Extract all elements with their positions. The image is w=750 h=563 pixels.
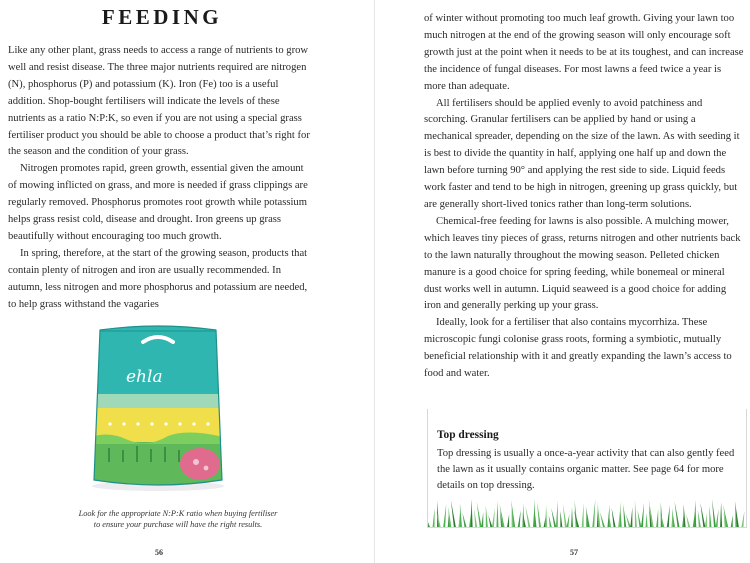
grass-blade (637, 510, 641, 527)
paragraph: of winter without promoting too much leaf growth. Giving your lawn too much nitrogen at the end of the growing season will only encourage soft growth just at the point when it needs to be at its toughest, and can increase the incidence of fungal diseases. For most lawns a feed twice a year is more than adequate. (424, 13, 744, 92)
grass-blade (545, 505, 547, 527)
top-dressing-boxout (427, 409, 747, 528)
grass-blade (709, 506, 711, 527)
grass-blade (433, 508, 435, 527)
grass-blade (684, 504, 686, 527)
grass-blade (571, 507, 573, 527)
grass-blade (698, 510, 701, 527)
grass-blade (460, 503, 462, 527)
grass-blade (656, 509, 658, 527)
grass-blade (612, 508, 616, 527)
page-number: 57 (570, 548, 578, 557)
paragraph: All fertilisers should be applied evenly to avoid patchiness and scorching. Granular fertilisers can be applied by hand or using a mechanical spreader, depending on the size of the lawn. As with seeding it is best to divide the quantity in half, applying one half up and down the lawn before turning 90° and applying the rest side to side. Liquid feeds work faster and tend to be high in nitrogen, greening up grass quickly, but are generally short-lived tonics rather than long-term solutions. (424, 97, 740, 210)
grass-blade (582, 503, 584, 527)
grass-blade (563, 504, 567, 527)
grass-blade (428, 515, 430, 527)
paragraph: In spring, therefore, at the start of the growing season, products that contain plenty of nitrogen and iron are usually recommended. In autumn, less nitrogen and more phosphorus and potassium are needed, to help grass withstand the vagaries (8, 247, 308, 310)
fertiliser-bag-illustration (88, 320, 228, 492)
grass-blade (635, 500, 637, 527)
grass-blade (551, 508, 556, 527)
grass-blade (741, 511, 744, 527)
grass-blade (705, 513, 707, 527)
bag-label-text: ehla (126, 367, 163, 387)
grass-blade (592, 499, 595, 527)
grass-blade (566, 514, 569, 527)
grass-blade (609, 515, 611, 527)
grass-blade (623, 504, 626, 527)
grass-blade (630, 507, 632, 527)
grass-blade (488, 515, 492, 527)
illustration-caption (30, 508, 326, 530)
grass-blade (518, 510, 521, 527)
grass-blade (667, 505, 670, 527)
grass-illustration (428, 497, 746, 527)
grass-blade (471, 499, 473, 527)
grass-blade (720, 502, 722, 527)
grass-blade (641, 503, 644, 527)
right-page (375, 0, 750, 563)
grass-blade (716, 509, 719, 527)
grass-blade (712, 499, 716, 527)
caption-line: to ensure your purchase will have the right results. (93, 520, 263, 529)
grass-blade (694, 500, 696, 527)
caption-line: Look for the appropriate N:P:K ratio when buying fertiliser (78, 509, 278, 518)
paragraph: Like any other plant, grass needs to access a range of nutrients to grow well and resist disease. The three major nutrients required are nitrogen (N), phosphorus (P) and potassium (K). Iron (Fe) too is a useful addition. Shop-bought fertilisers will indicate the levels of these nutrients as a ratio N:P:K, so even if you are not using a special grass fertiliser product you should be able to choose a product that’s right for the season and the condition of your grass. (8, 45, 310, 158)
grass-blade (700, 503, 705, 527)
paragraph: Nitrogen promotes rapid, green growth, essential given the amount of mowing inflicted on grass, and more is needed if grass clippings are regularly removed. Phosphorus promotes root growth while potassium helps grass resist cold, disease and drought. Iron greens up grass beautifully without encouraging too much growth. (8, 163, 308, 242)
grass-blade (686, 514, 690, 527)
grass-blade (549, 515, 552, 527)
grass-blade (492, 508, 495, 527)
grass-blade (496, 501, 498, 527)
grass-blade (474, 509, 477, 527)
grass-blade (451, 500, 456, 527)
grass-blade (537, 502, 541, 527)
grass-blade (507, 514, 509, 527)
grass-blade (477, 502, 482, 527)
paragraph: Chemical-free feeding for lawns is also possible. A mulching mower, which leaves tiny pieces of grass, returns nitrogen and other nutrients back to the lawn naturally throughout the mowing season. Pelleted chicken manure is a good choice for spring feeding, while bonemeal or mineral dust works well in autumn. Liquid seaweed is a good choice for adding iron and generally perking up your grass. (424, 215, 741, 312)
boxout-text: Top dressing is usually a once-a-year activity that can also gently feed the lawn as it usually contains organic matter. See page 64 for more details on top dressing. (437, 448, 735, 492)
grass-blade (560, 511, 562, 527)
bag-pink-patch (180, 448, 220, 480)
grass-blade (486, 505, 488, 527)
grass-blade (443, 504, 446, 527)
grass-blade (481, 512, 483, 527)
grass-blade (626, 514, 631, 527)
paragraph: Ideally, look for a fertiliser that also contains mycorrhiza. These microscopic fungi colonise grass roots, forming a symbiotic, mutually beneficial relationship with it and greatly expanding the lawn’s access to food and water. (424, 317, 732, 380)
grass-blade (646, 513, 648, 527)
grass-blade (525, 506, 530, 527)
page-number: 56 (155, 548, 163, 557)
grass-blade (600, 512, 605, 527)
grass-blade (535, 509, 537, 527)
page-title: FEEDING (101, 5, 223, 29)
boxout-heading: Top dressing (437, 429, 499, 441)
grass-blade (463, 513, 467, 527)
grass-blade (675, 501, 680, 527)
grass-blade (731, 515, 733, 527)
grass-blade (556, 501, 558, 527)
left-body-text (8, 43, 314, 314)
right-body-text (424, 11, 744, 383)
